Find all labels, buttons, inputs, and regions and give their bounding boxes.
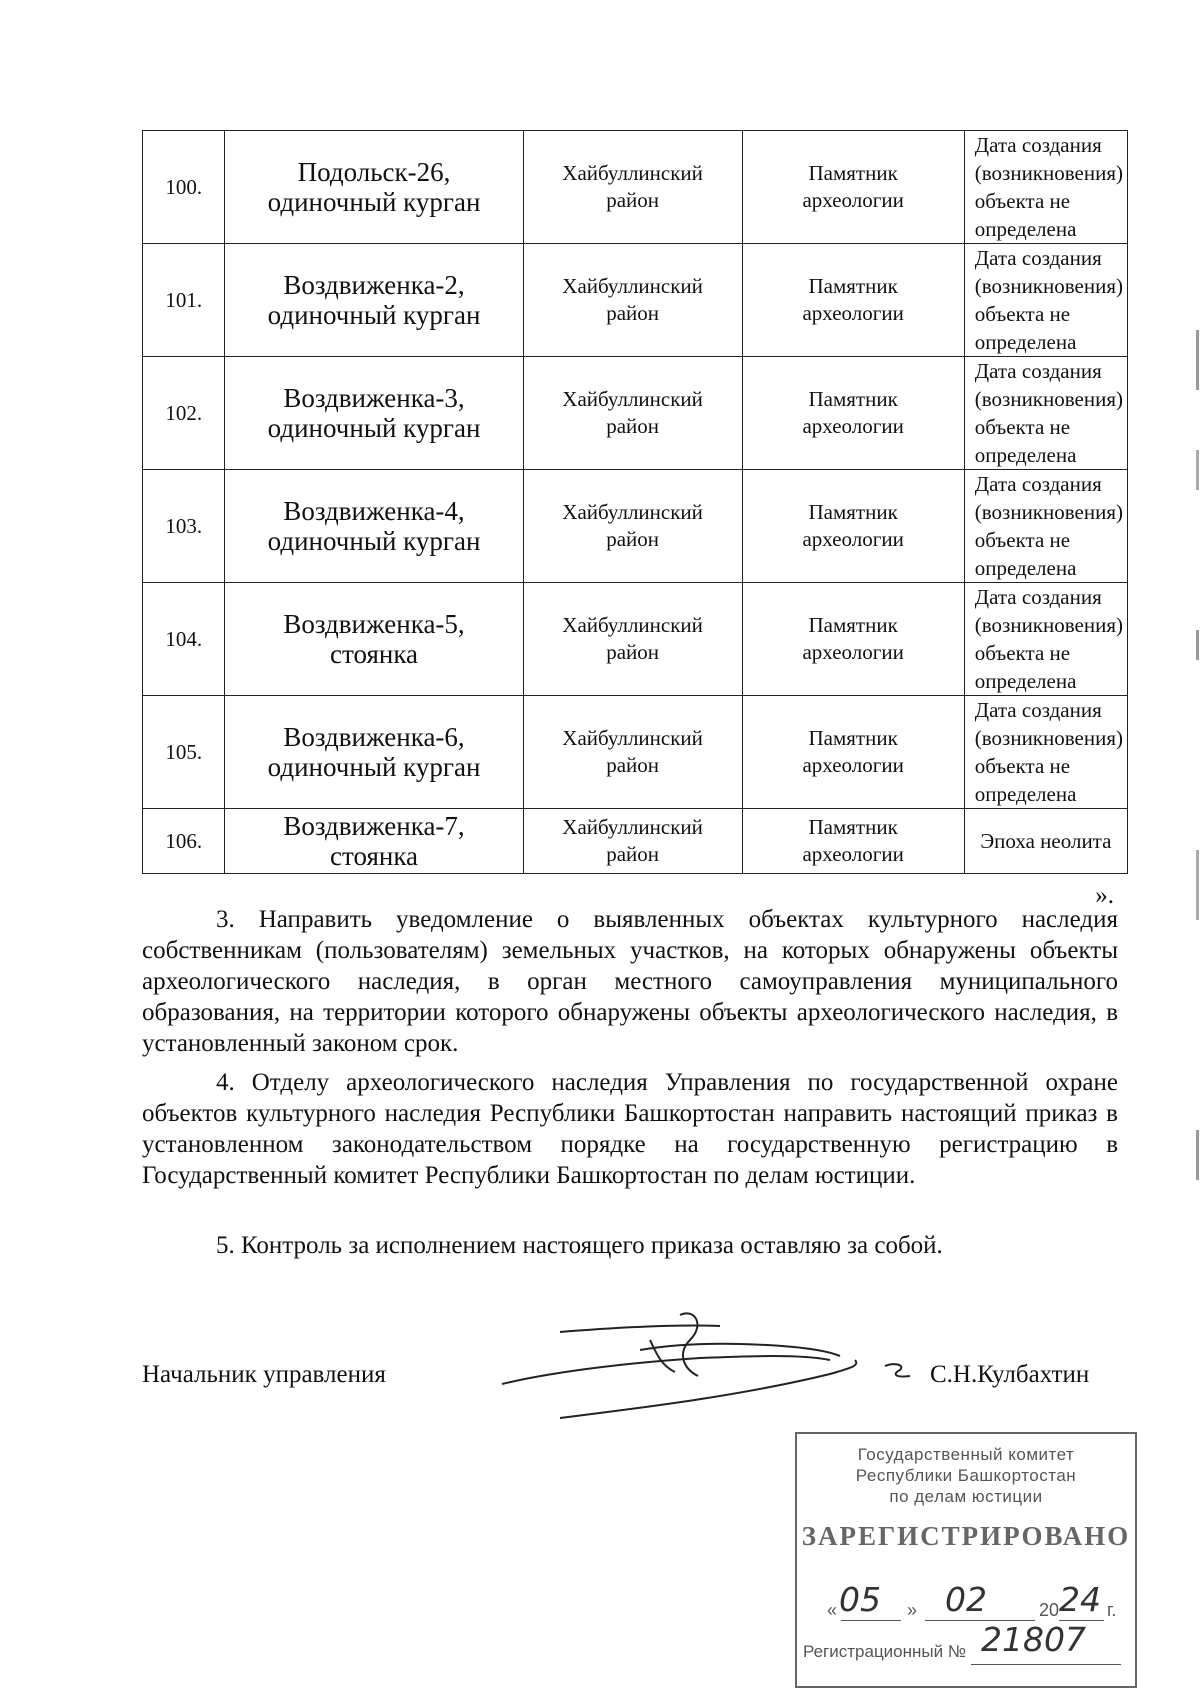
object-category: Памятник археологии [742, 809, 964, 874]
table-row [143, 357, 1128, 470]
paragraph-3: 3. Направить уведомление о выявленных объектах культурного наследия собственникам (пользователям) земельных участков, на которых обнаружены объекты археологического наследия, в орган местного самоуправления муниципального образования, на территории которого обнаружены объекты археологического наследия, в установленный законом срок. [142, 906, 1118, 1057]
stamp-status: ЗАРЕГИСТРИРОВАНО [801, 1521, 1131, 1551]
row-number: 101. [143, 244, 225, 357]
object-date: Дата создания (возникновения) объекта не определена [964, 244, 1127, 357]
row-number: 105. [143, 696, 225, 809]
row-number: 106. [143, 809, 225, 874]
paragraph-5: 5. Контроль за исполнением настоящего приказа оставляю за собой. [216, 1232, 943, 1259]
object-date: Дата создания (возникновения) объекта не определена [964, 357, 1127, 470]
object-category: Памятник археологии [742, 131, 964, 244]
object-district: Хайбуллинский район [523, 696, 742, 809]
closing-quote: ». [1095, 882, 1114, 909]
stamp-organization: Государственный комитет Республики Башкортостан по делам юстиции [855, 1445, 1077, 1506]
paragraph-4: 4. Отделу археологического наследия Управления по государственной охране объектов культурного наследия Республики Башкортостан направить настоящий приказ в установленном законодательством порядке на государственную регистрацию в Государственный комитет Республики Башкортостан по делам юстиции. [142, 1069, 1118, 1189]
row-number: 104. [143, 583, 225, 696]
object-category: Памятник археологии [742, 244, 964, 357]
object-name: Воздвиженка-2, одиночный курган [225, 244, 523, 357]
object-name: Воздвиженка-6, одиночный курган [225, 696, 523, 809]
stamp-year-unit: г. [1107, 1600, 1117, 1620]
object-category: Памятник археологии [742, 696, 964, 809]
signatory-name: С.Н.Кулбахтин [930, 1361, 1090, 1388]
object-district: Хайбуллинский район [523, 131, 742, 244]
object-district: Хайбуллинский район [523, 357, 742, 470]
object-date: Дата создания (возникновения) объекта не определена [964, 470, 1127, 583]
stamp-year-prefix: 20 [1039, 1600, 1060, 1620]
object-name: Воздвиженка-3, одиночный курган [225, 357, 523, 470]
stamp-registration [803, 1620, 1129, 1662]
table-row [143, 696, 1128, 809]
table-row [143, 809, 1128, 874]
stamp-reg-number: 21807 [981, 1620, 1086, 1659]
stamp-month: 02 [945, 1580, 987, 1619]
objects-table [142, 130, 1128, 874]
object-category: Памятник археологии [742, 357, 964, 470]
object-category: Памятник археологии [742, 470, 964, 583]
table-row [143, 244, 1128, 357]
object-category: Памятник археологии [742, 583, 964, 696]
table-row [143, 470, 1128, 583]
object-district: Хайбуллинский район [523, 583, 742, 696]
registration-stamp [795, 1432, 1137, 1688]
scan-edge-marks [1196, 330, 1200, 1330]
handwritten-signature [500, 1310, 920, 1430]
object-name: Воздвиженка-4, одиночный курган [225, 470, 523, 583]
stamp-reg-label: Регистрационный № [803, 1642, 967, 1661]
row-number: 102. [143, 357, 225, 470]
object-date: Дата создания (возникновения) объекта не определена [964, 583, 1127, 696]
object-name: Воздвиженка-7, стоянка [225, 809, 523, 874]
stamp-date: « 05 » 02 20 24 г. [827, 1580, 1117, 1620]
signatory-title: Начальник управления [142, 1361, 386, 1388]
object-district: Хайбуллинский район [523, 809, 742, 874]
table-row [143, 131, 1128, 244]
row-number: 100. [143, 131, 225, 244]
table-row [143, 583, 1128, 696]
object-name: Воздвиженка-5, стоянка [225, 583, 523, 696]
stamp-day: 05 [839, 1580, 881, 1619]
object-name: Подольск-26, одиночный курган [225, 131, 523, 244]
row-number: 103. [143, 470, 225, 583]
stamp-year-suffix: 24 [1059, 1580, 1101, 1619]
object-date: Дата создания (возникновения) объекта не определена [964, 131, 1127, 244]
object-date: Эпоха неолита [964, 809, 1127, 874]
object-date: Дата создания (возникновения) объекта не определена [964, 696, 1127, 809]
object-district: Хайбуллинский район [523, 470, 742, 583]
object-district: Хайбуллинский район [523, 244, 742, 357]
